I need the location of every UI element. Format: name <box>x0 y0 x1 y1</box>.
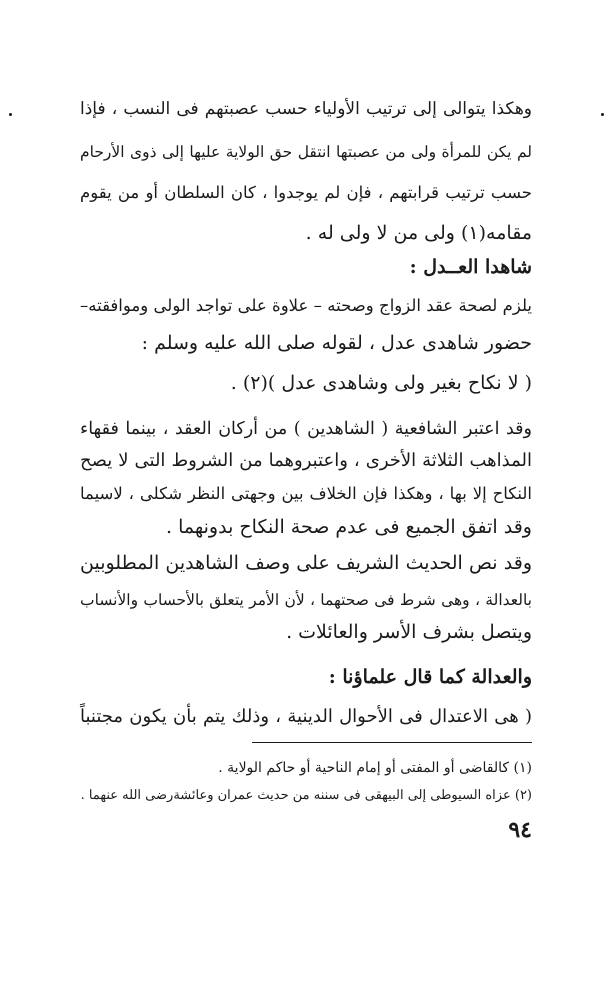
text-line: حسب ترتيب قرابتهم ، فإن لم يوجدوا ، كان السلطان أو من يقوم <box>80 183 532 202</box>
text-line: ( هى الاعتدال فى الأحوال الدينية ، وذلك يتم بأن يكون مجتنباً <box>80 706 532 727</box>
text-line: وقد اعتبر الشافعية ( الشاهدين ) من أركان العقد ، بينما فقهاء <box>80 419 532 439</box>
text-line: وقد اتفق الجميع فى عدم صحة النكاح بدونهما . <box>166 516 532 538</box>
page-number: ٩٤ <box>508 817 532 843</box>
text-line: بالعدالة ، وهى شرط فى صحتهما ، لأن الأمر يتعلق بالأحساب والأنساب <box>80 591 532 609</box>
section-heading-witnesses: شاهدا العــدل : <box>409 256 532 278</box>
margin-mark <box>9 113 12 116</box>
text-line: النكاح إلا بها ، وهكذا فإن الخلاف بين وجهتى النظر شكلى ، لاسيما <box>80 484 532 503</box>
text-line: وقد نص الحديث الشريف على وصف الشاهدين المطلوبين <box>80 552 532 574</box>
footnote: (١) كالقاضى أو المفتى أو إمام الناحية أو حاكم الولاية . <box>218 760 532 776</box>
text-line: مقامه(١) ولى من لا ولى له . <box>305 222 532 244</box>
text-line: حضور شاهدى عدل ، لقوله صلى الله عليه وسلم : <box>141 332 532 354</box>
text-line: ويتصل بشرف الأسر والعائلات . <box>286 621 532 643</box>
text-line: يلزم لصحة عقد الزواج وصحته – علاوة على تواجد الولى وموافقته– <box>80 296 532 315</box>
text-line: المذاهب الثلاثة الأخرى ، واعتبروهما من الشروط التى لا يصح <box>80 450 532 471</box>
margin-mark <box>601 113 604 116</box>
section-heading-justice: والعدالة كما قال علماؤنا : <box>328 666 532 688</box>
hadith-quote: ( لا نكاح بغير ولى وشاهدى عدل )(٢) . <box>230 372 532 394</box>
footnote-divider <box>252 742 532 743</box>
text-line: لم يكن للمرأة ولى من عصبتها انتقل حق الولاية عليها إلى ذوى الأرحام <box>80 143 532 161</box>
text-line: وهكذا يتوالى إلى ترتيب الأولياء حسب عصبتهم فى النسب ، فإذا <box>80 99 532 119</box>
footnote: (٢) عزاه السيوطى إلى البيهقى فى سننه من حديث عمران وعائشةرضى الله عنهما . <box>80 788 532 803</box>
